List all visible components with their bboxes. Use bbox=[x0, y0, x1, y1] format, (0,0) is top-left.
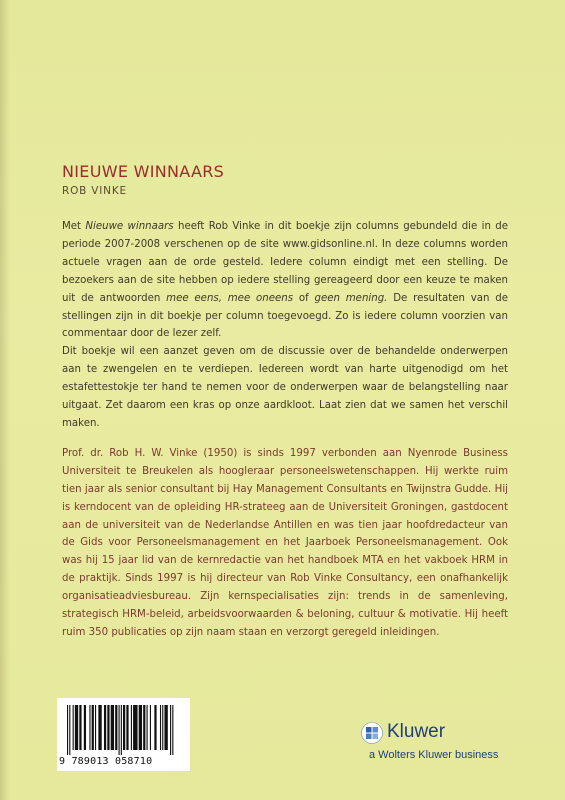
book-title: NIEUWE WINNAARS bbox=[62, 162, 225, 181]
or-text: of bbox=[293, 292, 315, 304]
kluwer-globe-icon bbox=[361, 722, 383, 744]
isbn-barcode bbox=[57, 698, 190, 771]
spine-shadow bbox=[0, 0, 10, 800]
author-bio: Prof. dr. Rob H. W. Vinke (1950) is sinds 1997 verbonden aan Nyenrode Business Universiteit te Breukelen als hoogleraar personeelswetenschappen. Hij werkte ruim tien jaar als senior consultant bij Hay Management Consultants en Twijnstra Gudde. Hij is kerndocent van de opleiding HR-strateeg aan de Universiteit Groningen, gastdocent aan de universiteit van de Nederlandse Antillen en was tien jaar hoofdredacteur van de Gids voor Personeelsmanagement en het Jaarboek Personeelsmanagement. Ook was hij 15 jaar lid van de kernredactie van het handboek MTA en het vakboek HRM in de praktijk. Sinds 1997 is hij directeur van Rob Vinke Consultancy, een onafhankelijk organisatieadviesbureau. Zijn kernspecialisaties zijn: trends in de samenleving, strategisch HRM-beleid, arbeidsvoorwaarden & beloning, cultuur & motivatie. Hij heeft ruim 350 publicaties op zijn naam staan en verzorgt geregeld inleidingen. bbox=[62, 447, 508, 638]
description-paragraph-2: Dit boekje wil een aanzet geven om de discussie over de behandelde onderwerpen aan te zwengelen en te verdiepen. Iedereen wordt van harte uitgenodigd om het estafettestokje ter hand te nemen voor de onderwerpen waar de belangstelling naar uitgaat. Zet daarom een kras op onze aardkloot. Laat zien dat we samen het verschil maken. bbox=[62, 346, 508, 429]
intro-body: heeft Rob Vinke in dit boekje zijn columns gebundeld die in de periode 2007-2008 verschenen op de site www.gidsonline.nl. In deze columns worden actuele vragen aan de orde gesteld. Iedere column eindigt met een stelling. De bezoekers aan de site hebben op iedere stelling gereageerd door een keuze te maken uit de antwoorden bbox=[62, 221, 509, 304]
intro-text: Met bbox=[62, 221, 86, 232]
publisher-name: Kluwer bbox=[387, 721, 446, 742]
description-paragraph-1 bbox=[62, 218, 508, 343]
publisher-tagline: a Wolters Kluwer business bbox=[369, 749, 499, 761]
book-author: ROB VINKE bbox=[62, 185, 127, 197]
book-title-italic: Nieuwe winnaars bbox=[85, 221, 174, 232]
results-text: De resultaten van de stellingen zijn in dit boekje per column toegevoegd. Zo is iedere column voorzien van commentaar door de lezer zelf. bbox=[62, 292, 509, 340]
no-opinion-italic: geen mening. bbox=[314, 292, 388, 304]
isbn-digits: 9 789013 058710 bbox=[59, 756, 153, 767]
answers-italic: mee eens, mee oneens bbox=[166, 292, 294, 304]
description-text bbox=[62, 218, 508, 642]
barcode-bars-icon bbox=[65, 705, 182, 755]
publisher-logo bbox=[361, 722, 521, 778]
